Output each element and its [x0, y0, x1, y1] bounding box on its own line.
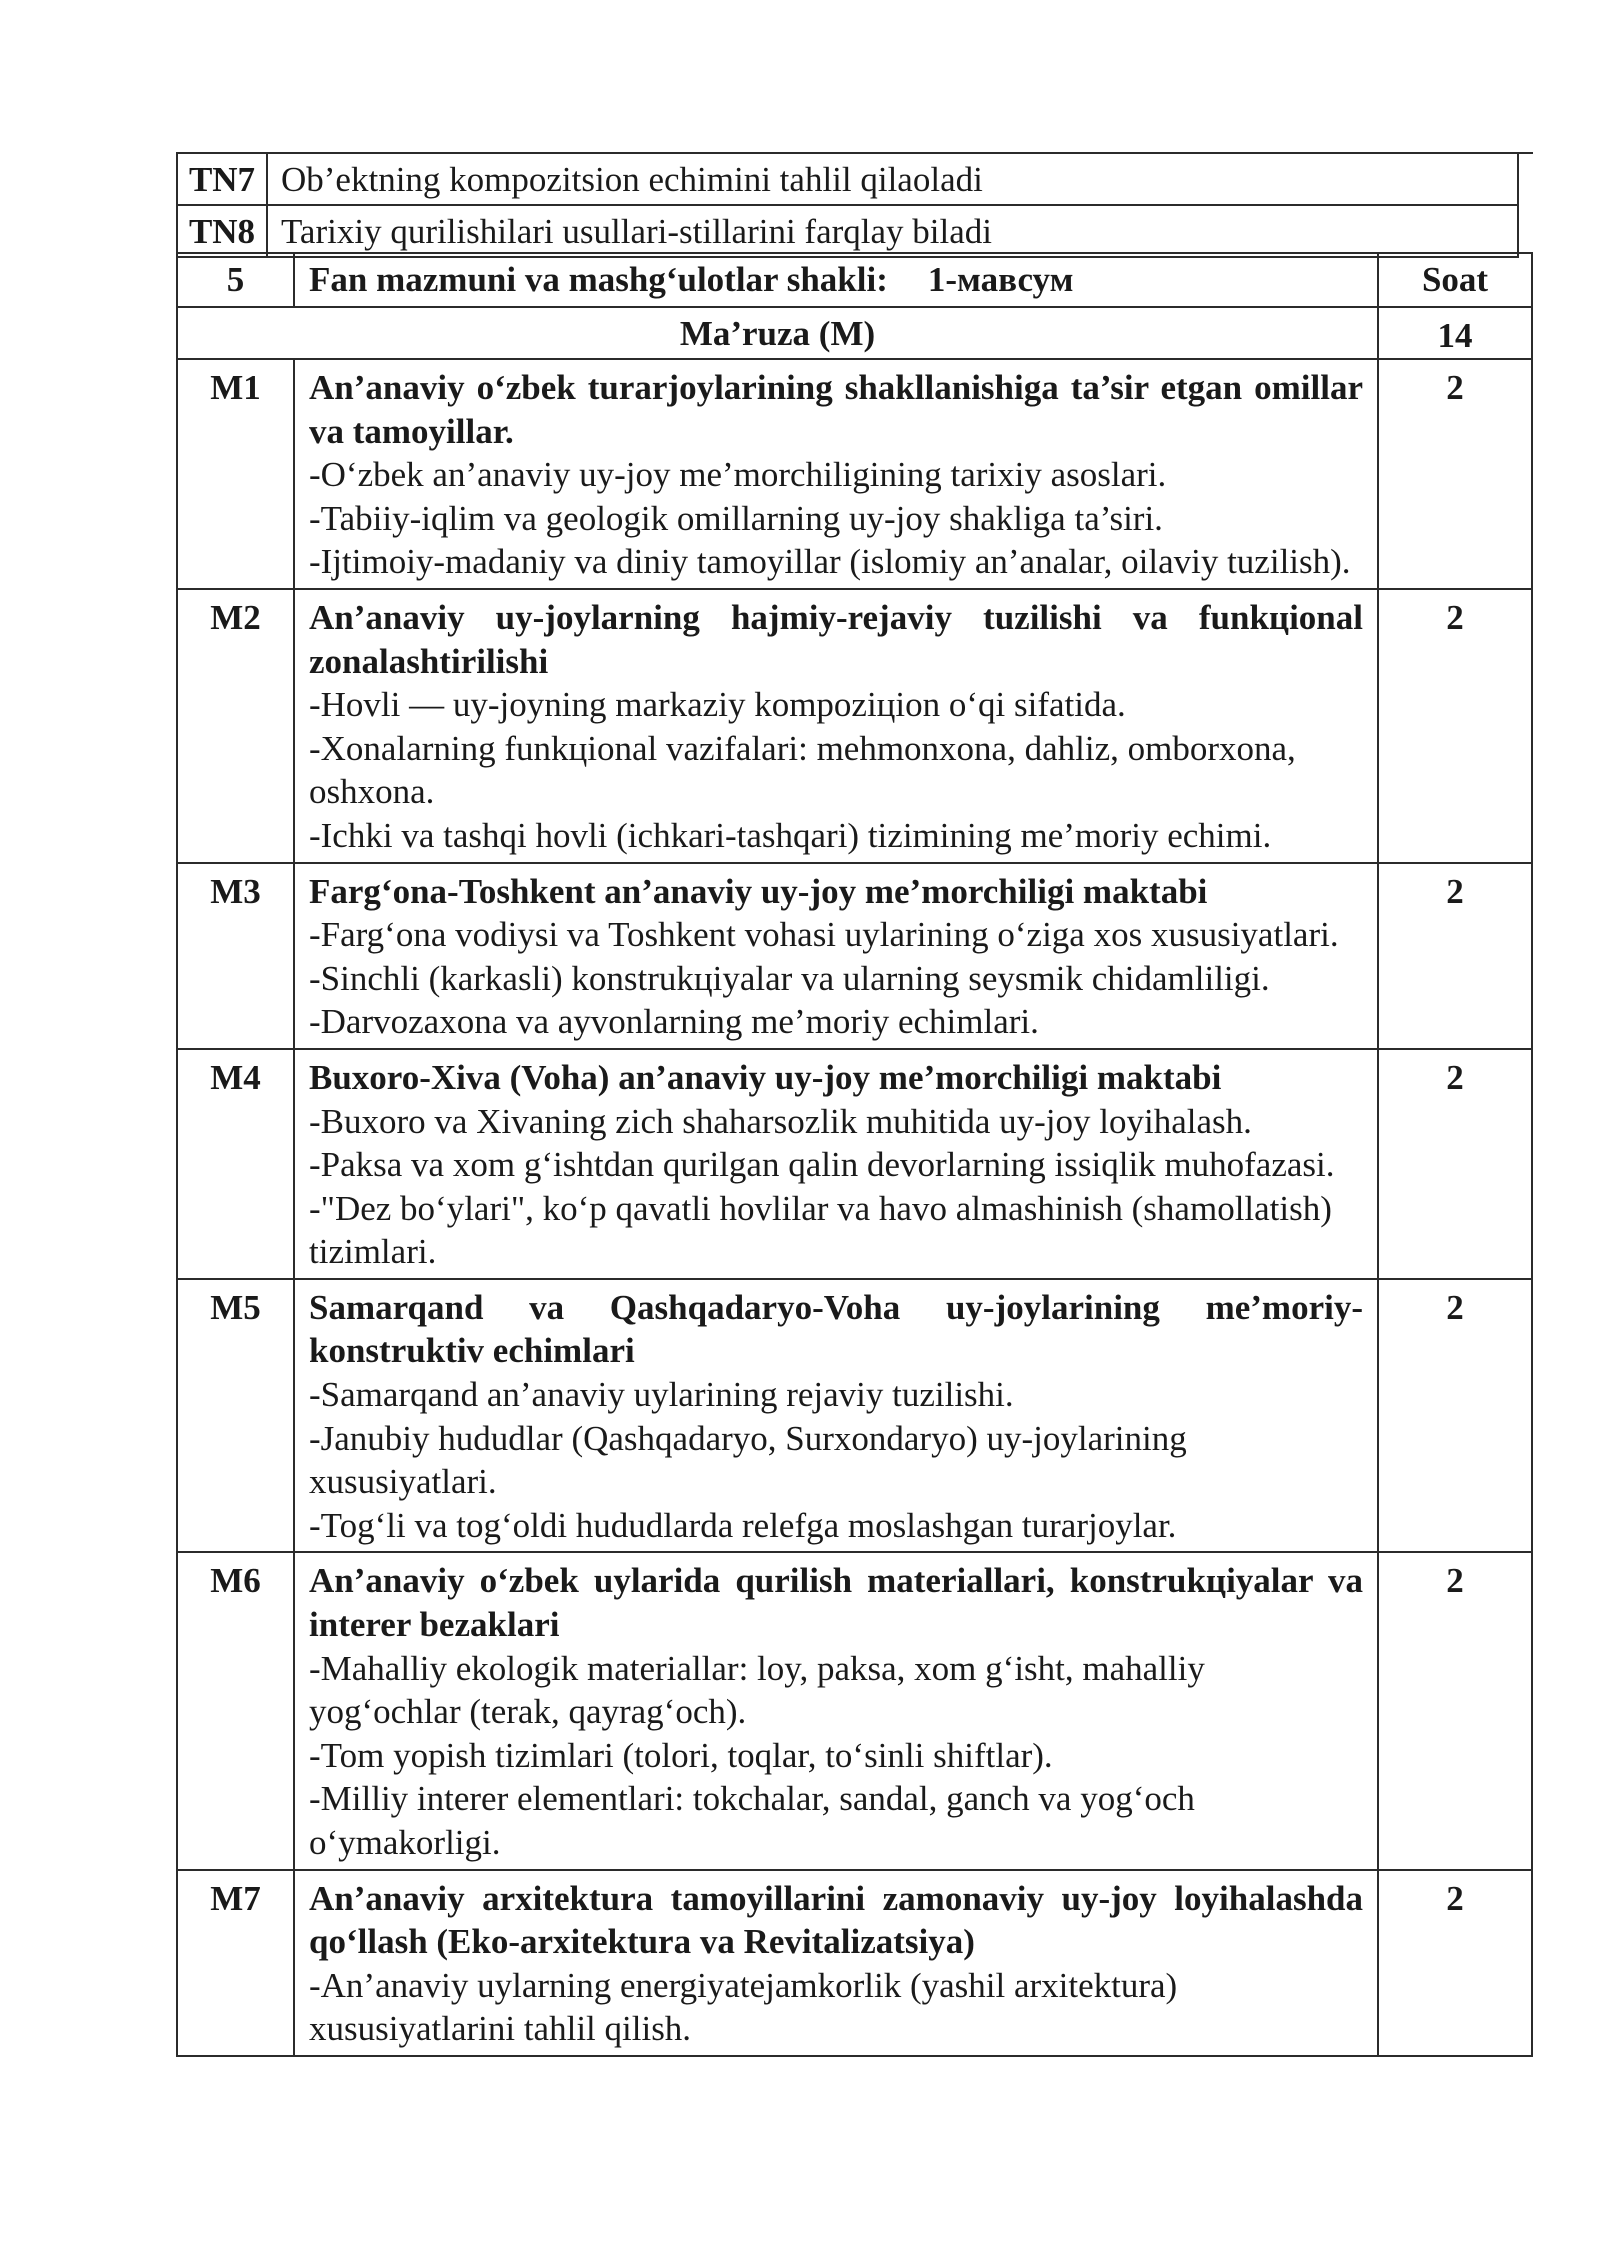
lecture-title: An’anaviy arxitektura tamoyillarini zamonaviy uy-joy loyihalashda qo‘llash (Eko-arxitektura va Revitalizatsiya) [309, 1878, 1363, 1962]
lecture-topic: -An’anaviy uylarning energiyatejamkorlik (yashil arxitektura) xususiyatlarini tahlil qilish. [309, 1965, 1178, 2049]
lecture-topic: -Samarqand an’anaviy uylarining rejaviy tuzilishi. [309, 1375, 1014, 1415]
lecture-code: M5 [177, 1279, 294, 1553]
lecture-topic: -Paksa va xom g‘ishtdan qurilgan qalin devorlarning issiqlik muhofazasi. [309, 1145, 1335, 1185]
lecture-hours: 2 [1378, 1552, 1532, 1869]
outcome-text: Ob’ektning kompozitsion echimini tahlil qilaoladi [267, 153, 1518, 205]
course-content-table [176, 252, 1533, 2057]
lecture-title: Buxoro-Xiva (Voha) an’anaviy uy-joy me’morchiligi maktabi [309, 1057, 1222, 1097]
table-row [177, 589, 1532, 863]
lecture-content [294, 863, 1378, 1049]
learning-outcomes-table [176, 152, 1533, 258]
lecture-topic: -Tabiiy-iqlim va geologik omillarning uy-joy shakliga ta’siri. [309, 498, 1163, 538]
section-title-cell [294, 253, 1378, 307]
lecture-topic: -Milliy interer elementlari: tokchalar, sandal, ganch va yog‘och o‘ymakorligi. [309, 1779, 1195, 1862]
lectures-total-hours: 14 [1378, 307, 1532, 359]
lecture-content [294, 1552, 1378, 1869]
table-row [177, 1049, 1532, 1279]
lecture-topic: -Darvozaxona va ayvonlarning me’moriy echimlari. [309, 1002, 1039, 1042]
lecture-topic: -Ijtimoiy-madaniy va diniy tamoyillar (islomiy an’analar, oilaviy tuzilish). [309, 542, 1351, 582]
section-header-row [177, 253, 1532, 307]
table-row [177, 1552, 1532, 1869]
lecture-topic: -Tog‘li va tog‘oldi hududlarda relefga moslashgan turarjoylar. [309, 1505, 1177, 1545]
lecture-title: An’anaviy o‘zbek uylarida qurilish materiallari, konstrukцiyalar va interer bezaklari [309, 1561, 1363, 1645]
lectures-header-row [177, 307, 1532, 359]
lecture-code: M2 [177, 589, 294, 863]
lecture-code: M4 [177, 1049, 294, 1279]
outcome-code: TN8 [177, 205, 267, 257]
lecture-code: M7 [177, 1870, 294, 2056]
section-title: Fan mazmuni va mashg‘ulotlar shakli: [309, 260, 888, 299]
lecture-hours: 2 [1378, 359, 1532, 589]
lecture-topic: -"Dez bo‘ylari", ko‘p qavatli hovlilar va havo almashinish (shamollatish) tizimlari. [309, 1188, 1332, 1272]
lecture-topic: -Sinchli (karkasli) konstrukцiyalar va ularning seysmik chidamliligi. [309, 958, 1270, 998]
lecture-topic: -Ichki va tashqi hovli (ichkari-tashqari) tizimining me’moriy echimi. [309, 815, 1272, 855]
table-row [177, 1870, 1532, 2056]
table-row [177, 1279, 1532, 1553]
lecture-hours: 2 [1378, 863, 1532, 1049]
lecture-topic: -Xonalarning funkцional vazifalari: mehmonxona, dahliz, omborxona, oshxona. [309, 728, 1296, 812]
lecture-hours: 2 [1378, 1279, 1532, 1553]
table-row [177, 359, 1532, 589]
outcome-code: TN7 [177, 153, 267, 205]
lecture-title: An’anaviy uy-joylarning hajmiy-rejaviy tuzilishi va funkцional zonalashtirilishi [309, 597, 1363, 681]
lecture-hours: 2 [1378, 1049, 1532, 1279]
lecture-topic: -Buxoro va Xivaning zich shaharsozlik muhitida uy-joy loyihalash. [309, 1101, 1252, 1141]
lecture-code: M6 [177, 1552, 294, 1869]
lecture-title: Farg‘ona-Toshkent an’anaviy uy-joy me’morchiligi maktabi [309, 871, 1208, 911]
table-row [177, 205, 1533, 257]
lecture-hours: 2 [1378, 589, 1532, 863]
lecture-code: M3 [177, 863, 294, 1049]
lectures-header-label: Ma’ruza (M) [177, 307, 1378, 359]
lecture-topic: -Janubiy hududlar (Qashqadaryo, Surxondaryo) uy-joylarining xususiyatlari. [309, 1418, 1187, 1502]
hours-header: Soat [1378, 253, 1532, 307]
lecture-topic: -Hovli — uy-joyning markaziy kompoziцion o‘qi sifatida. [309, 685, 1126, 725]
lecture-topic: -O‘zbek an’anaviy uy-joy me’morchiligining tarixiy asoslari. [309, 455, 1167, 495]
lecture-content [294, 359, 1378, 589]
lecture-content [294, 1049, 1378, 1279]
lecture-content [294, 1279, 1378, 1553]
lecture-topic: -Farg‘ona vodiysi va Toshkent vohasi uylarining o‘ziga xos xususiyatlari. [309, 915, 1339, 955]
lecture-hours: 2 [1378, 1870, 1532, 2056]
section-number: 5 [177, 253, 294, 307]
outcome-text: Tarixiy qurilishilari usullari-stillarini farqlay biladi [267, 205, 1518, 257]
table-edge [1518, 153, 1533, 205]
lecture-topic: -Tom yopish tizimlari (tolori, toqlar, to‘sinli shiftlar). [309, 1735, 1053, 1775]
lecture-title: Samarqand va Qashqadaryo-Voha uy-joylarining me’moriy-konstruktiv echimlari [309, 1287, 1363, 1371]
lecture-content [294, 589, 1378, 863]
lecture-title: An’anaviy o‘zbek turarjoylarining shakllanishiga ta’sir etgan omillar va tamoyillar. [309, 368, 1363, 451]
table-row [177, 153, 1533, 205]
table-edge [1518, 205, 1533, 257]
section-term: 1-мавсум [927, 260, 1074, 299]
lecture-code: M1 [177, 359, 294, 589]
lecture-topic: -Mahalliy ekologik materiallar: loy, paksa, xom g‘isht, mahalliy yog‘ochlar (terak, qayrag‘och). [309, 1648, 1205, 1732]
lecture-content [294, 1870, 1378, 2056]
table-row [177, 863, 1532, 1049]
